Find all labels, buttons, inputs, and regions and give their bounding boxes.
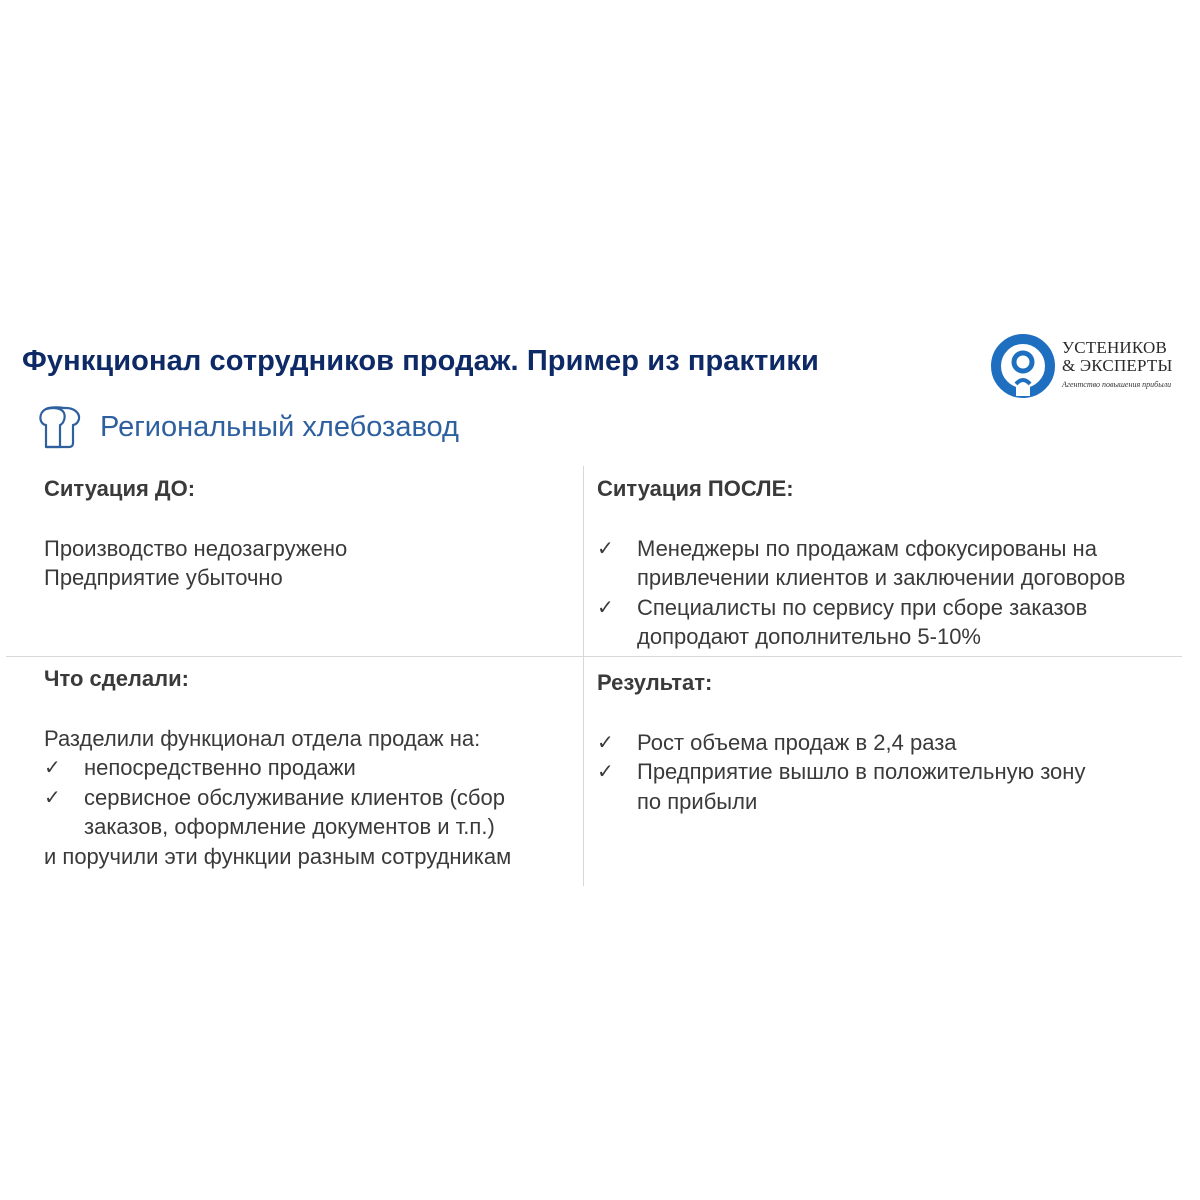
vertical-divider — [583, 466, 584, 886]
list-item — [44, 753, 511, 783]
done-intro: Разделили функционал отдела продаж на: — [44, 725, 481, 751]
list-item-text: Менеджеры по продажам сфокусированы на — [637, 535, 1097, 561]
page-title: Функционал сотрудников продаж. Пример из практики — [22, 345, 819, 377]
list-item-text: Предприятие вышло в положительную зону — [637, 759, 1086, 784]
subtitle-text: Региональный хлебозавод — [100, 410, 459, 443]
list-item-text: непосредственно продажи — [84, 755, 356, 780]
before-heading: Ситуация ДО: — [44, 476, 196, 501]
before-line: Предприятие убыточно — [44, 565, 283, 590]
list-item-text: заказов, оформление документов и т.п.) — [84, 814, 495, 839]
logo-ring-icon — [990, 332, 1058, 400]
result-section — [597, 668, 1085, 816]
list-item — [597, 728, 1085, 758]
result-heading: Результат: — [597, 670, 713, 695]
done-section — [44, 664, 511, 871]
list-item — [597, 757, 1085, 816]
logo-text-line2: & ЭКСПЕРТЫ — [1062, 356, 1173, 375]
bread-icon — [36, 405, 82, 449]
company-logo — [990, 332, 1190, 400]
check-icon: ✓ — [44, 755, 61, 779]
before-section — [44, 474, 347, 593]
list-item-text: по прибыли — [637, 788, 758, 814]
after-heading: Ситуация ПОСЛЕ: — [597, 476, 794, 501]
logo-tagline: Агентство повышения прибыли — [1062, 380, 1172, 389]
after-section — [597, 474, 1125, 652]
logo-text-line1: УСТЕНИКОВ — [1062, 338, 1168, 357]
list-item-text: Рост объема продаж в 2,4 раза — [637, 729, 957, 755]
done-heading: Что сделали: — [44, 666, 189, 691]
check-icon: ✓ — [597, 759, 614, 783]
check-icon: ✓ — [597, 594, 614, 619]
check-icon: ✓ — [597, 729, 614, 754]
case-subtitle — [36, 402, 459, 452]
list-item-text: привлечении клиентов и заключении договоров — [637, 565, 1126, 590]
horizontal-divider — [6, 656, 1182, 657]
check-icon: ✓ — [597, 535, 614, 560]
list-item-text: сервисное обслуживание клиентов (сбор — [84, 784, 505, 810]
check-icon: ✓ — [44, 784, 61, 809]
done-outro: и поручили эти функции разным сотрудникам — [44, 843, 512, 869]
list-item-text: допродают дополнительно 5-10% — [637, 624, 981, 649]
list-item-text: Специалисты по сервису при сборе заказов — [637, 594, 1088, 620]
list-item — [597, 534, 1125, 593]
list-item — [44, 783, 511, 842]
before-line: Производство недозагружено — [44, 535, 348, 561]
list-item — [597, 593, 1125, 652]
